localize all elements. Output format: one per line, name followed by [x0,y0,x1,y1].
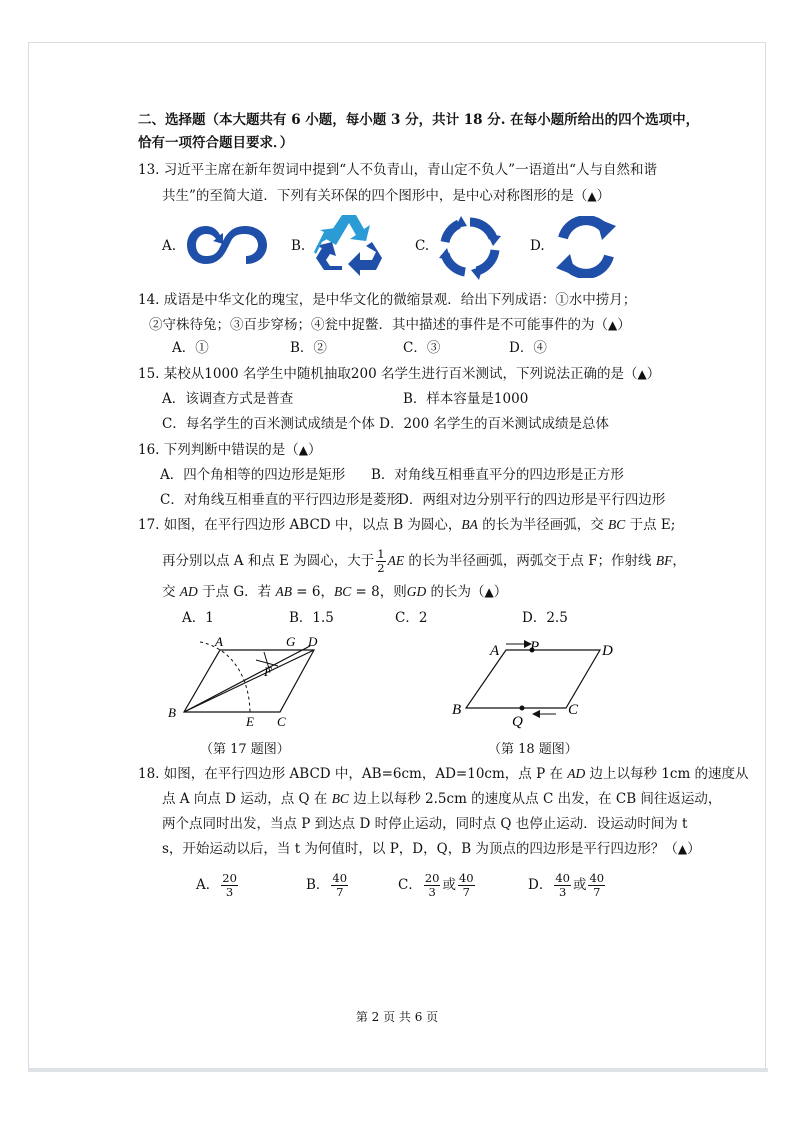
paren-close: ） [687,841,701,857]
label-d: D [308,634,318,649]
q15-option-a: A．该调查方式是普查 [162,391,294,407]
q17-text: 于点 E; [625,517,676,533]
seg-bc: BC [608,517,626,532]
seg-gd: GD [406,584,427,599]
fraction [221,872,238,899]
q18-text-line3: 两个点同时出发，当点 P 到达点 D 时停止运动，同时点 Q 也停止运动．设运动时间为 t [162,816,688,832]
frac-denominator: 3 [225,885,234,899]
circular-arrows-icon [437,214,503,280]
infinity-loop-icon [186,220,268,270]
q18-text: s，开始运动以后，当 t 为何值时，以 P，D，Q，B 为顶点的四边形是平行四边形？（ [162,841,678,857]
seg-ad: AD [179,584,198,599]
q15-option-cd: C．每名学生的百米测试成绩是个体 D．200 名学生的百米测试成绩是总体 [162,416,610,432]
q18-option-c [398,872,477,899]
q13-text-line1: 13. 习近平主席在新年贺词中提到“人不负青山，青山定不负人”一语道出“人与自然和谐 [138,162,657,178]
arrow-q-head [532,710,540,718]
figure-18 [450,634,630,734]
frac-numerator: 1 [377,547,385,561]
frac-numerator: 20 [424,871,440,885]
parallelogram-abcd [466,650,600,708]
paren-close: ） [617,317,631,333]
fraction-half [376,548,385,575]
q15-option-b: B．样本容量是1000 [403,391,529,407]
q13-option-a-label: A. [162,238,177,254]
q14-stem: ②守株待兔；③百步穿杨；④瓮中捉鳖．其中描述的事件是不可能事件的为（ [149,317,608,333]
frac-numerator: 40 [332,871,348,885]
option-label: B． [306,877,330,893]
seg-ae: AE [387,553,405,568]
label-f: F [264,664,272,679]
q16-text-line1 [138,440,322,460]
option-label: A． [196,877,220,893]
label-c: C [277,714,286,729]
label-a: A [215,634,223,649]
answer-blank-marker: ▲ [587,189,597,203]
q18-option-b [306,872,350,899]
q17-text: 于点 G．若 [197,584,276,600]
q16-option-a: A．四个角相等的四边形是矩形 [160,467,346,483]
answer-blank-marker: ▲ [298,443,308,457]
frac-numerator: 40 [589,871,605,885]
q17-option-b: B．1.5 [289,610,334,626]
frac-denominator: 2 [377,561,385,575]
label-a: A [490,643,500,659]
q16-option-d: D．两组对边分别平行的四边形是平行四边形 [398,492,666,508]
label-p: P [530,639,540,655]
fraction [554,872,571,899]
q17-option-a: A．1 [182,610,214,626]
frac-denominator: 3 [428,885,436,899]
q14-option-c: C．③ [403,340,441,356]
q17-text-line1 [138,515,675,535]
q13-option-d-label: D. [530,238,545,254]
fraction [331,872,348,899]
q13-option-b-label: B. [291,238,306,254]
q14-option-b: B．② [290,340,327,356]
section-heading: 二、选择题（本大题共有 6 小题，每小题 3 分，共计 18 分. 在每小题所给出的四个选项中， [138,112,700,128]
q17-text: = 8，则 [351,584,407,600]
q17-text: 17. 如图，在平行四边形 ABCD 中，以点 B 为圆心， [138,517,462,533]
label-d: D [602,643,613,659]
answer-blank-marker: ▲ [484,585,494,599]
ray-bf: BF [655,553,673,568]
q17-text: 交 [162,584,180,600]
q17-text: 再分别以点 A 和点 E 为圆心，大于 [162,553,375,569]
paren-close: ） [646,366,661,382]
q17-text: 的长为半径画弧，交 [477,517,609,533]
q17-text-line3 [162,582,507,602]
seg-bc: BC [331,791,349,806]
q18-text: 点 A 向点 D 运动，点 Q 在 [162,791,332,807]
figure-17 [160,630,335,730]
paren-close: ） [493,584,508,600]
q14-text-line1: 14. 成语是中华文化的瑰宝，是中华文化的微缩景观．给出下列成语：①水中捞月； [138,292,637,308]
q18-option-a [196,872,240,899]
q13-option-c-label: C. [415,238,430,254]
q17-text: = 6， [291,584,334,600]
label-b: B [452,702,462,718]
paren-close: ） [308,442,322,458]
q15-stem: 15. 某校从1000 名学生中随机抽取200 名学生进行百米测试，下列说法正确的是（ [138,366,638,382]
label-g: G [286,634,296,649]
recycle-icon [312,212,386,278]
q15-text-line1 [138,364,660,384]
q18-text-line2 [162,789,721,809]
frac-denominator: 7 [462,885,470,899]
frac-denominator: 3 [558,885,567,899]
q16-option-b: B．对角线互相垂直平分的四边形是正方形 [371,467,624,483]
label-e: E [246,714,254,729]
answer-blank-marker: ▲ [677,842,688,856]
answer-blank-marker: ▲ [637,367,647,381]
two-arrows-icon [554,216,618,278]
option-label: D． [528,877,553,893]
q14-option-d: D．④ [509,340,547,356]
infinity-shape [187,226,267,264]
frac-numerator: 40 [458,871,474,885]
answer-blank-marker: ▲ [608,318,618,332]
seg-bc: BC [333,584,352,599]
fraction [424,872,441,899]
label-q: Q [512,714,523,730]
q13-text-line2 [162,186,610,206]
or-text: 或 [442,877,456,893]
arc-centered-b [200,642,250,714]
section-heading-cont: 恰有一项符合题目要求．） [138,135,294,151]
q18-text-line1 [138,764,749,784]
q13-stem: 共生”的至简大道．下列有关环保的四个图形中，是中心对称图形的是（ [162,188,588,204]
q18-text-line4 [162,839,701,859]
figure-17-caption: （第 17 题图） [200,742,290,757]
figure-18-caption: （第 18 题图） [488,742,578,757]
label-b: B [168,705,176,720]
seg-ad: AD [567,766,586,781]
seg-ba: BA [461,517,478,532]
fraction [458,872,475,899]
or-text: 或 [572,877,587,893]
q17-option-c: C．2 [395,610,428,626]
frac-denominator: 7 [336,885,344,899]
frac-denominator: 7 [593,885,601,899]
q17-text: 的长为（ [426,584,485,600]
option-label: C． [398,877,422,893]
q18-option-d [528,872,607,899]
page-number: 第 2 页 共 6 页 [355,1010,439,1024]
q14-text-line2 [149,315,631,335]
q16-option-c: C．对角线互相垂直的平行四边形是菱形 [160,492,400,508]
q18-text: 18. 如图，在平行四边形 ABCD 中，AB=6cm，AD=10cm，点 P 在 [138,766,568,782]
paren-close: ） [596,188,611,204]
point-q [520,706,525,711]
label-c: C [568,702,579,718]
q17-text: 的长为半径画弧，两弧交于点 F；作射线 [404,553,656,569]
q14-option-a: A．① [172,340,209,356]
frac-numerator: 20 [222,871,237,885]
q17-text: ， [672,553,686,569]
seg-ab: AB [275,584,292,599]
q17-option-d: D．2.5 [522,610,568,626]
frac-numerator: 40 [555,871,570,885]
page-bottom-edge [28,1068,768,1072]
fraction [588,872,605,899]
q18-text: 边上以每秒 2.5cm 的速度从点 C 出发，在 CB 间往返运动， [348,791,722,807]
q17-text-line2 [162,548,686,575]
q18-text: 边上以每秒 1cm 的速度从 [585,766,749,782]
q16-stem: 16. 下列判断中错误的是（ [138,442,299,458]
